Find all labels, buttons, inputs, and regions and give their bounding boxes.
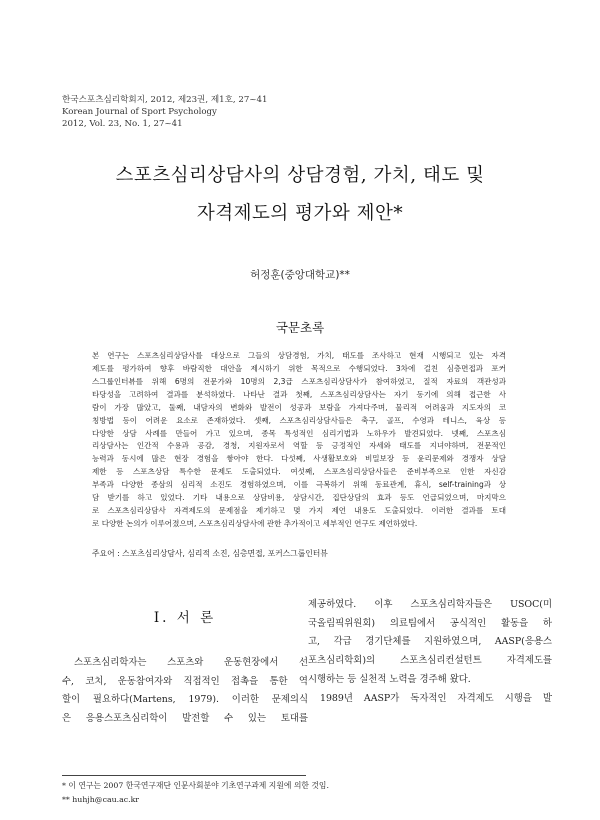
author: 허정훈(중앙대학교)**	[250, 269, 350, 281]
abstract-line: 로 다양한 논의가 이루어졌으며, 스포츠심리상담사에 관한 추가적이고 세부적인 연구도 제언하였다.	[92, 518, 418, 528]
body-line: 포츠심리학회)의 스포츠심리컨설턴트 자격제도를	[308, 655, 552, 667]
journal-citation-korean: 한국스포츠심리학회지, 2012, 제23권, 제1호, 27~41	[62, 95, 268, 105]
abstract-line: 담 받기를 하고 있었다. 기타 내용으로 상담비용, 상담시간, 집단상담의 효과 등도 언급되었으며, 마지막으	[92, 493, 506, 503]
abstract-line: 리상담사는 인간적 수용과 공감, 경청, 지원자로서 역할 등 긍정적인 자세와 태도를 지녀야하며, 전문적인	[92, 441, 506, 451]
footnotes	[62, 779, 329, 807]
paper-title	[0, 157, 600, 233]
body-line: 1989년 AASP가 독자적인 자격제도 시행을 발	[320, 692, 552, 704]
body-line: 고, 각급 경기단체를 지원하였으며, AASP(응용스	[308, 636, 552, 648]
footnote-funding: * 이 연구는 2007 한국연구재단 인문사회분야 기초연구과제 지원에 의한 것임.	[62, 781, 329, 790]
abstract-line: 로 스포츠심리상담사 자격제도의 문제점을 제기하고 몇 가지 제언 내용도 도출되었다. 이러한 결과를 토대	[92, 506, 506, 516]
journal-citation-english: 2012, Vol. 23, No. 1, 27~41	[62, 119, 183, 129]
body-column-left	[62, 654, 308, 729]
abstract-line: 제도를 평가하여 향후 바람직한 대안을 제시하기 위한 목적으로 수행되었다. 3차에 걸친 심층면접과 포커	[92, 363, 506, 373]
abstract	[92, 350, 506, 531]
abstract-line: 타당성을 고려하여 결과를 분석하였다. 나타난 결과 첫째, 스포츠심리상담사는 자기 동기에 의해 접근한 사	[92, 389, 506, 399]
abstract-heading: 국문초록	[275, 320, 325, 335]
abstract-line: 다양한 상담 사례를 만들어 가고 있으며, 종목 특성적인 심리기법과 노하우가 발견되었다. 넷째, 스포츠심	[92, 428, 506, 438]
body-line: 스포츠심리학자는 스포츠와 운동현장에서 선	[74, 657, 308, 668]
footnote-contact-email: ** huhjh@cau.ac.kr	[62, 795, 140, 804]
keywords: 주요어 : 스포츠심리상담사, 심리적 소진, 심층면접, 포커스그룹인터뷰	[92, 549, 328, 558]
journal-info	[62, 94, 267, 130]
abstract-line: 칭방법 등이 어려운 요소로 존재하였다. 셋째, 스포츠심리상담사들은 축구, 골프, 수영과 테니스, 육상 등	[92, 415, 506, 425]
body-line: 시행하는 등 실천적 노력을 경주해 왔다.	[308, 673, 471, 685]
section-heading-introduction: I. 서 론	[153, 610, 217, 626]
abstract-line: 스그룹인터뷰를 위해 6명의 전문가와 10명의 2,3급 스포츠심리상담사가 참여하였고, 질적 자료의 객관성과	[92, 376, 506, 386]
paper-title-line-2: 자격제도의 평가와 제안*	[196, 203, 404, 224]
journal-name-english: Korean Journal of Sport Psychology	[62, 107, 217, 117]
body-line: 제공하였다. 이후 스포츠심리학자들은 USOC(미	[308, 599, 552, 610]
paper-title-line-1: 스포츠심리상담사의 상담경험, 가치, 태도 및	[115, 165, 485, 186]
abstract-line: 본 연구는 스포츠심리상담사를 대상으로 그들의 상담경험, 가치, 태도를 조사하고 현재 시행되고 있는 자격	[92, 351, 506, 360]
abstract-line: 람이 가장 많았고, 둘째, 내담자의 변화와 발전이 성공과 보람을 가져다주며, 물리적 어려움과 지도자의 코	[92, 402, 506, 412]
body-column-right	[308, 596, 552, 708]
body-line: 수, 코치, 운동참여자와 직접적인 접촉을 통한 역	[62, 675, 308, 687]
body-line: 은 응용스포츠심리학이 발전할 수 있는 토대를	[62, 713, 308, 725]
abstract-line: 제한 등 스포츠상담 특수한 문제도 도출되었다. 여섯째, 스포츠심리상담사들은 준비부족으로 인한 자신감	[92, 467, 506, 477]
body-line: 할이 필요하다(Martens, 1979). 이러한 문제의식	[62, 694, 308, 706]
abstract-line: 부족과 다양한 종삼의 심리적 소진도 경험하였으며, 이를 극복하기 위해 동료관계, 휴식, self-training과 상	[92, 480, 506, 490]
footnote-divider	[62, 775, 306, 776]
abstract-line: 능력과 동시에 많은 현장 경험을 쌓아야 한다. 다섯째, 사생활보호와 비밀보장 등 윤리문제와 경쟁자 상담	[92, 454, 506, 464]
body-line: 국올림픽위원회) 의료팀에서 공식적인 활동을 하	[308, 617, 552, 629]
